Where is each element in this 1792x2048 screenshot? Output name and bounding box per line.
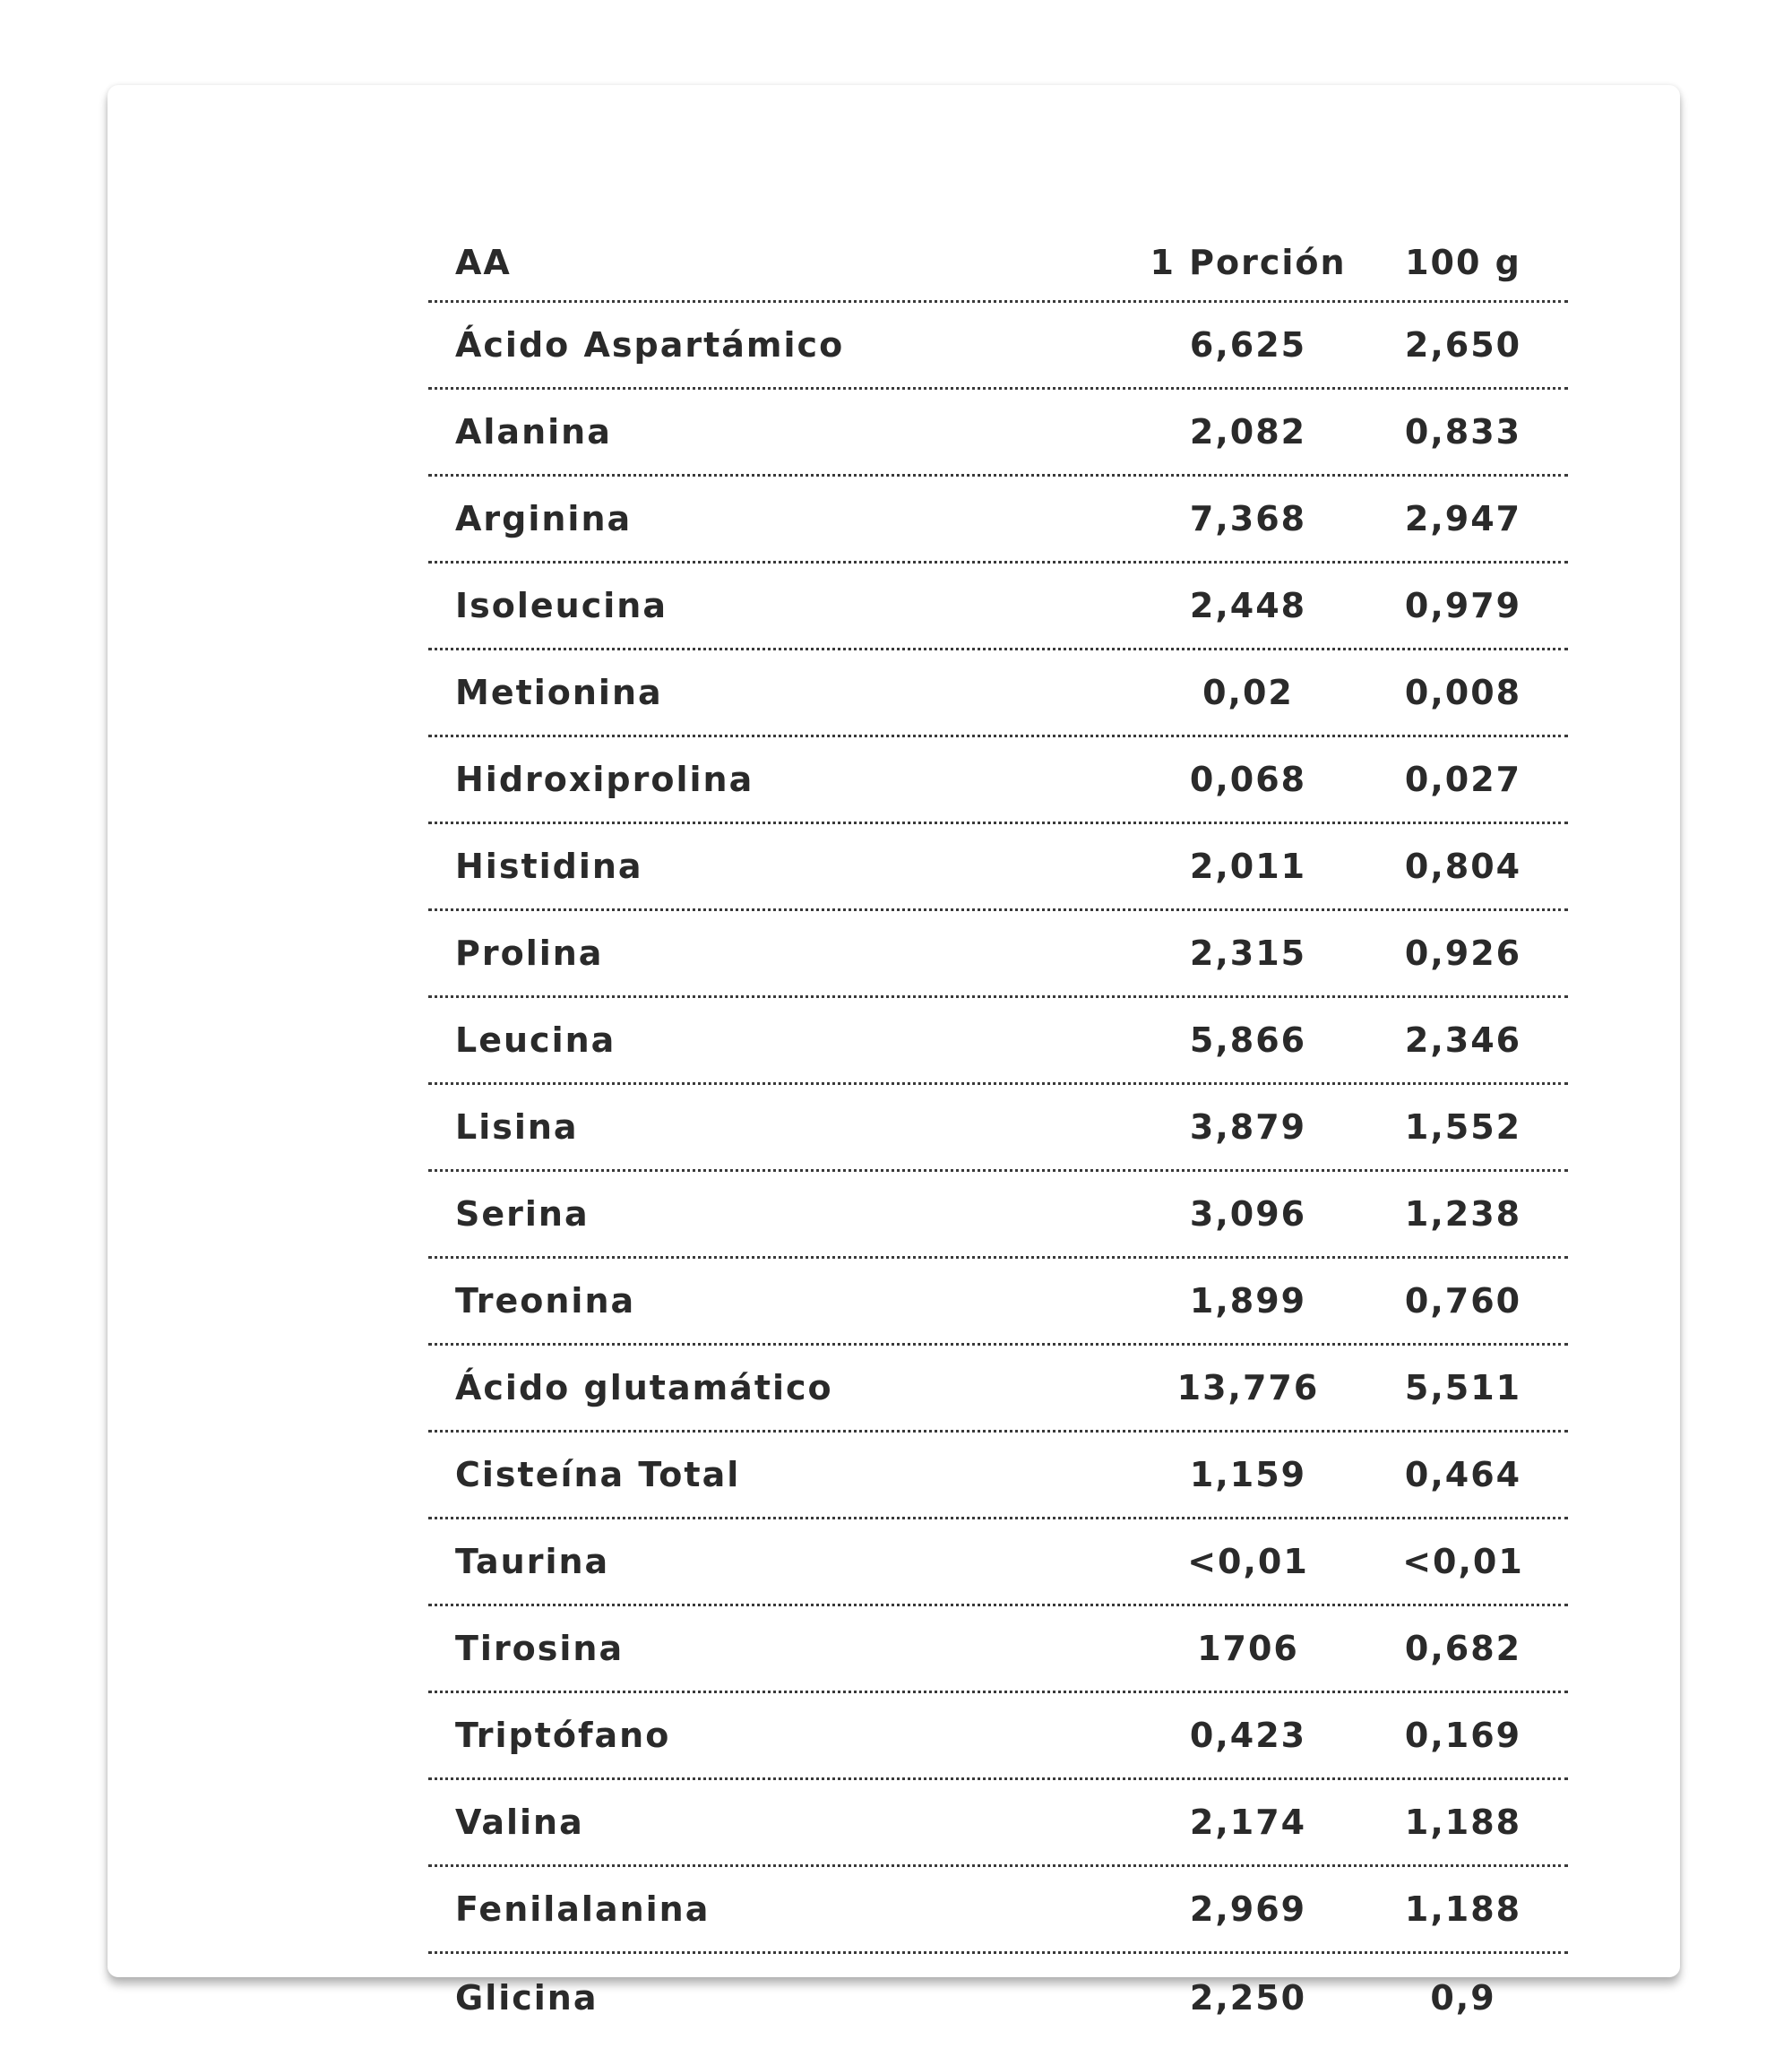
table-row [428,1085,1568,1172]
table-row [428,1433,1568,1519]
row-portion: 1,899 [1189,1281,1307,1321]
table-row [428,1172,1568,1259]
row-portion: 2,011 [1189,847,1307,886]
row-portion: 0,068 [1189,760,1307,799]
row-per100: 1,188 [1404,1803,1522,1842]
table-row [428,1259,1568,1346]
table-row [428,1606,1568,1693]
row-portion: 13,776 [1176,1368,1320,1407]
row-portion: 2,250 [1189,1977,1307,2018]
table-card [108,85,1680,2018]
row-name: Treonina [455,1281,636,1321]
row-portion: <0,01 [1187,1542,1309,1581]
row-name: Glicina [455,1977,599,2018]
table-row [428,1519,1568,1606]
row-per100: 0,804 [1404,847,1522,886]
row-portion: 2,448 [1189,586,1307,625]
row-per100: 0,027 [1404,760,1522,799]
row-per100: 1,552 [1404,1107,1522,1147]
table-row [428,650,1568,737]
row-name: Metionina [455,673,663,712]
row-name: Serina [455,1194,590,1234]
table-row [428,911,1568,998]
table-row [428,1954,1568,2041]
table-row [428,390,1568,477]
table-row [428,1867,1568,1954]
table-row [428,998,1568,1085]
row-name: Taurina [455,1542,610,1581]
row-portion: 1,159 [1189,1455,1307,1494]
row-per100: 0,682 [1404,1629,1522,1668]
table-row [428,564,1568,650]
table-row [428,737,1568,824]
row-per100: 0,008 [1404,673,1522,712]
row-portion: 0,02 [1202,673,1294,712]
row-portion: 3,879 [1189,1107,1307,1147]
row-portion: 2,082 [1189,412,1307,452]
table-row [428,1780,1568,1867]
row-per100: 2,947 [1404,499,1522,538]
row-per100: 0,979 [1404,586,1522,625]
row-per100: 2,346 [1404,1020,1522,1060]
row-per100: 2,650 [1404,325,1522,365]
row-per100: 0,926 [1404,934,1522,973]
row-per100: 1,238 [1404,1194,1522,1234]
row-portion: 2,174 [1189,1803,1307,1842]
row-name: Lisina [455,1107,579,1147]
row-name: Ácido Aspartámico [455,325,845,365]
row-name: Arginina [455,499,633,538]
table-row [428,477,1568,564]
table-row [428,303,1568,390]
row-portion: 7,368 [1189,499,1307,538]
row-portion: 5,866 [1189,1020,1307,1060]
row-portion: 1706 [1197,1629,1299,1668]
table-header-row [428,206,1568,303]
row-name: Histidina [455,847,643,886]
row-name: Cisteína Total [455,1455,741,1494]
row-portion: 0,423 [1189,1716,1307,1755]
row-per100: 0,464 [1404,1455,1522,1494]
amino-acid-table [428,206,1568,2041]
row-name: Fenilalanina [455,1889,711,1929]
row-portion: 6,625 [1189,325,1307,365]
row-per100: 0,833 [1404,412,1522,452]
row-name: Leucina [455,1020,616,1060]
table-row [428,1693,1568,1780]
row-name: Triptófano [455,1716,671,1755]
row-name: Alanina [455,412,612,452]
header-portion: 1 Porción [1150,243,1347,282]
row-per100: <0,01 [1402,1542,1524,1581]
row-name: Prolina [455,934,604,973]
header-100g: 100 g [1405,243,1521,282]
row-per100: 5,511 [1404,1368,1522,1407]
row-per100: 0,9 [1430,1977,1496,2018]
header-aa: AA [455,243,512,282]
row-portion: 2,969 [1189,1889,1307,1929]
row-name: Hidroxiprolina [455,760,754,799]
row-per100: 0,760 [1404,1281,1522,1321]
row-name: Ácido glutamático [455,1368,833,1407]
row-portion: 3,096 [1189,1194,1307,1234]
row-portion: 2,315 [1189,934,1307,973]
row-name: Valina [455,1803,584,1842]
row-name: Tirosina [455,1629,625,1668]
row-name: Isoleucina [455,586,668,625]
row-per100: 1,188 [1404,1889,1522,1929]
table-row [428,824,1568,911]
row-per100: 0,169 [1404,1716,1522,1755]
table-row [428,1346,1568,1433]
